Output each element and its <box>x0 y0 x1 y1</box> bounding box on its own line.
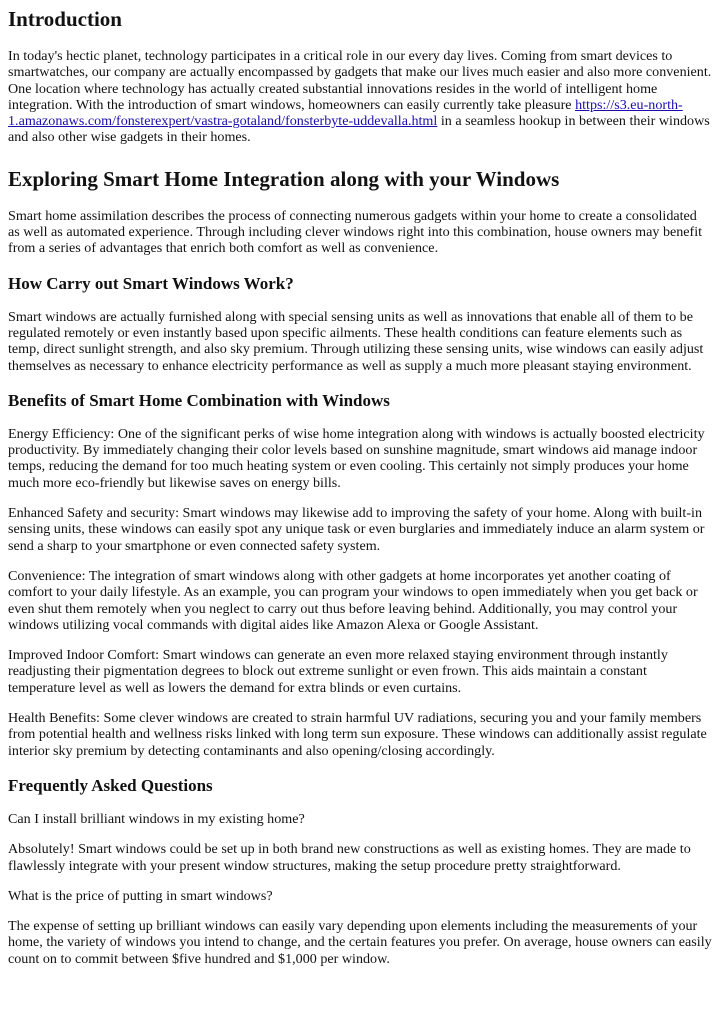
benefit-safety: Enhanced Safety and security: Smart windows may likewise add to improving the safety of your home. Along with built-in sensing units, these windows can easily spot any unique task or even burglaries and immediately induce an alarm system or send a sharp to your smartphone or even connected safety system. <box>8 505 705 554</box>
introduction-text-end: in a seamless hookup in between their windows and also other wise gadgets in their homes. <box>8 113 710 146</box>
faq-answer: Absolutely! Smart windows could be set up in both brand new constructions as well as existing homes. They are made to flawlessly integrate with your present window structures, making the setup procedure pretty straightforward. <box>8 841 691 874</box>
benefit-convenience: Convenience: The integration of smart windows along with other gadgets at home incorporates yet another coating of comfort to your daily lifestyle. As an example, you can program your windows to open immediately when you get back or even shut them remotely when you neglect to carry out thus before leaving behind. Additionally, you may control your windows utilizing vocal commands with digital aides like Amazon Alexa or Google Assistant. <box>8 567 698 633</box>
benefit-health: Health Benefits: Some clever windows are created to strain harmful UV radiations, securing you and your family members from potential health and wellness risks linked with long term sun exposure. These windows can additionally assist regulate interior sky premium by detecting contaminants and also opening/closing accordingly. <box>8 710 707 759</box>
introduction-text: In today's hectic planet, technology participates in a critical role in our every day lives. Coming from smart devices to smartwatches, our company are actually encompassed by gadgets that make our lives much easier and also more convenient. One location where technology has actually created substantial innovations resides in the world of intelligent home integration. With the introduction of smart windows, homeowners can easily currently take pleasure <box>8 48 712 113</box>
introduction-paragraph <box>8 48 712 146</box>
exploring-paragraph: Smart home assimilation describes the process of connecting numerous gadgets within your home to create a consolidated as well as automated experience. Through including clever windows right into this combination, house owners may benefit from a series of advantages that enrich both comfort as well as convenience. <box>8 207 703 257</box>
benefit-energy-efficiency: Energy Efficiency: One of the significant perks of wise home integration along with windows is actually boosted electricity productivity. By immediately changing their color levels based on sunshine magnitude, smart windows aid manage indoor temps, reducing the demand for too much heating system or even cooling. This certainly not simply produces your home much more eco-friendly but likewise saves on energy bills. <box>8 425 705 491</box>
benefits-heading: Benefits of Smart Home Combination with Windows <box>8 390 390 410</box>
introduction-heading: Introduction <box>8 7 122 31</box>
faq-question: What is the price of putting in smart windows? <box>8 887 273 904</box>
faq-heading: Frequently Asked Questions <box>8 775 213 795</box>
faq-answer: The expense of setting up brilliant windows can easily vary depending upon elements including the measurements of your home, the variety of windows you intend to change, and the certain features you prefer. On average, house owners can easily count on to commit between $five hundred and $1,000 per window. <box>8 918 712 967</box>
how-it-works-heading: How Carry out Smart Windows Work? <box>8 273 294 293</box>
fonsterbyte-link[interactable]: https://s3.eu-north-1.amazonaws.com/fonsterexpert/vastra-gotaland/fonsterbyte-uddevalla.html <box>8 96 683 130</box>
benefit-indoor-comfort: Improved Indoor Comfort: Smart windows can generate an even more relaxed staying environment through instantly readjusting their pigmentation degrees to block out extreme sunlight or even frown. This aids maintain a constant temperature level as well as lowers the demand for extra blinds or even curtains. <box>8 647 668 696</box>
exploring-heading: Exploring Smart Home Integration along with your Windows <box>8 166 560 191</box>
faq-question: Can I install brilliant windows in my existing home? <box>8 810 305 827</box>
how-it-works-paragraph: Smart windows are actually furnished along with special sensing units as well as innovations that enable all of them to be regulated remotely or even instantly based upon specific ailments. These health conditions can feature elements such as temp, direct sunlight strength, and also sky premium. Through utilizing these sensing units, wise windows can easily adjust themselves as necessary to enhance electricity performance as well as supply a much more pleasant staying environment. <box>8 308 704 374</box>
